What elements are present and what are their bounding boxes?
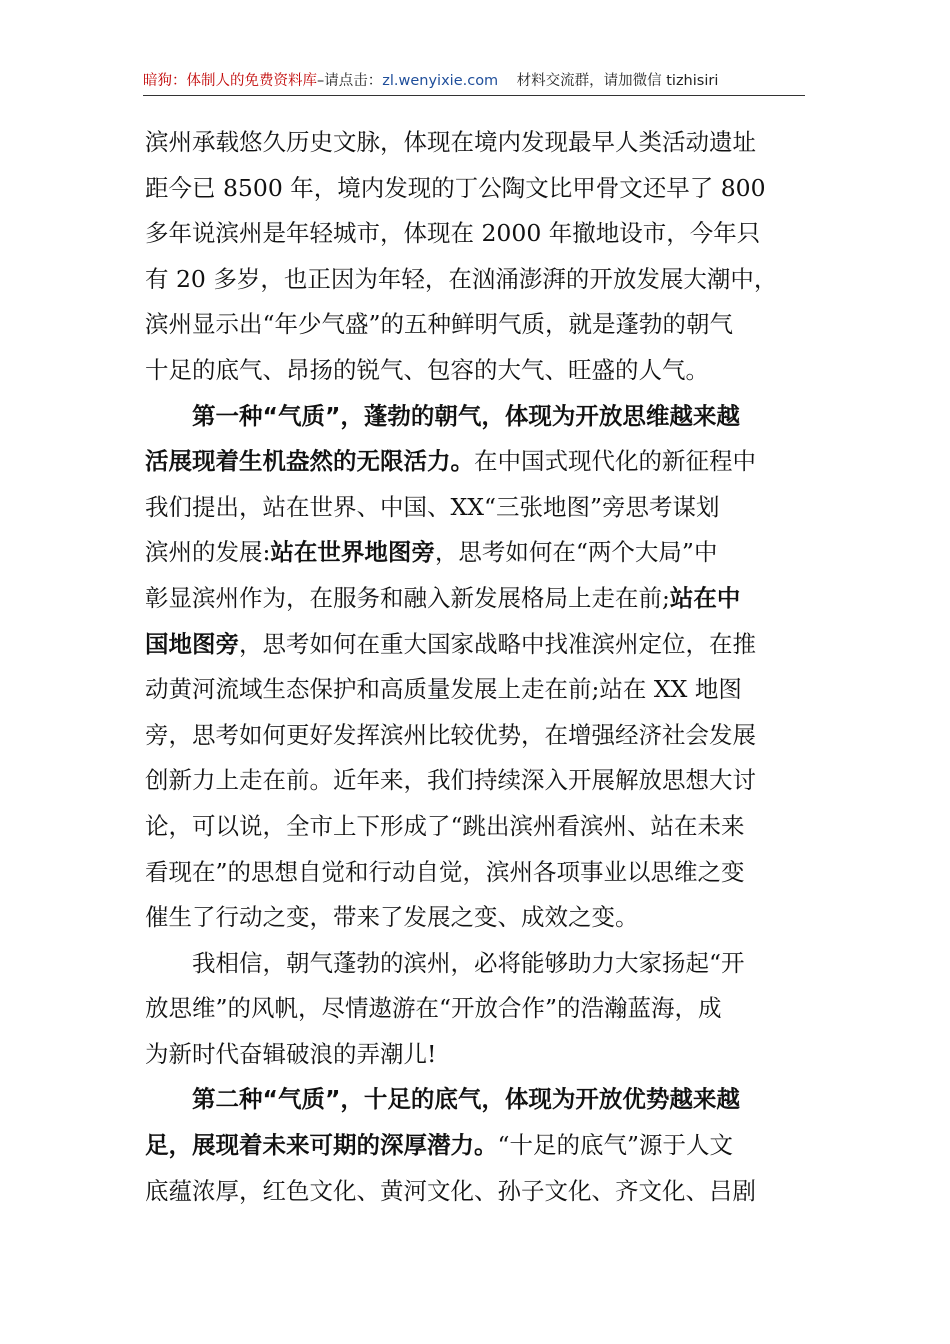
section-heading-first: 第一种“气质”，蓬勃的朝气，体现为开放思维越来越 (192, 401, 740, 430)
header-url-link[interactable]: zl.wenyixie.com (382, 73, 499, 89)
text-line: 距今已 8500 年，境内发现的丁公陶文比甲骨文还早了 800 (145, 173, 766, 202)
text-line: 有 20 多岁，也正因为年轻，在汹涌澎湃的开放发展大潮中， (145, 264, 778, 293)
document-body (145, 120, 807, 1214)
section-heading-line (145, 1077, 807, 1123)
section-heading-second: 第二种“气质”，十足的底气，体现为开放优势越来越 (192, 1085, 740, 1114)
header-site-name: 暗狗：体制人的免费资料库 (143, 73, 317, 89)
text-line: 多年说滨州是年轻城市，体现在 2000 年撤地设市，今年只 (145, 219, 761, 248)
text-line: 创新力上走在前。近年来，我们持续深入开展解放思想大讨 (145, 766, 756, 795)
text-line: 我们提出，站在世界、中国、XX“三张地图”旁思考谋划 (145, 492, 720, 521)
text-line: 彰显滨州作为，在服务和融入新发展格局上走在前;站在中 (145, 583, 741, 612)
text-line: 论，可以说，全市上下形成了“跳出滨州看滨州、站在未来 (145, 811, 745, 840)
text-line: 活展现着生机盎然的无限活力。在中国式现代化的新征程中 (145, 447, 756, 476)
header-click-prompt: –请点击： (317, 73, 383, 89)
page-header (143, 68, 805, 94)
text-line: 放思维”的风帆，尽情遨游在“开放合作”的浩瀚蓝海，成 (145, 994, 722, 1023)
text-line: 足，展现着未来可期的深厚潜力。“十足的底气”源于人文 (145, 1131, 734, 1160)
text-line: 底蕴浓厚，红色文化、黄河文化、孙子文化、齐文化、吕剧 (145, 1176, 756, 1205)
header-wechat-note: 材料交流群，请加微信 tizhisiri (516, 73, 719, 89)
header-divider (143, 95, 805, 96)
text-line: 滨州承载悠久历史文脉，体现在境内发现最早人类活动遗址 (145, 128, 756, 156)
text-line: 旁，思考如何更好发挥滨州比较优势，在增强经济社会发展 (145, 720, 756, 749)
text-line: 国地图旁，思考如何在重大国家战略中找准滨州定位，在推 (145, 629, 756, 658)
text-line: 十足的底气、昂扬的锐气、包容的大气、旺盛的人气。 (145, 355, 709, 384)
text-line: 看现在”的思想自觉和行动自觉，滨州各项事业以思维之变 (145, 857, 745, 886)
text-line: 为新时代奋辑破浪的弄潮儿! (145, 1039, 437, 1068)
text-line: 动黄河流域生态保护和高质量发展上走在前;站在 XX 地图 (145, 675, 742, 704)
section-heading-line (145, 394, 807, 440)
text-line: 滨州的发展:站在世界地图旁，思考如何在“两个大局”中 (145, 538, 718, 567)
text-line: 催生了行动之变，带来了发展之变、成效之变。 (145, 903, 639, 932)
text-line: 我相信，朝气蓬勃的滨州，必将能够助力大家扬起“开 (192, 948, 745, 977)
text-line: 滨州显示出“年少气盛”的五种鲜明气质，就是蓬勃的朝气 (145, 310, 734, 339)
